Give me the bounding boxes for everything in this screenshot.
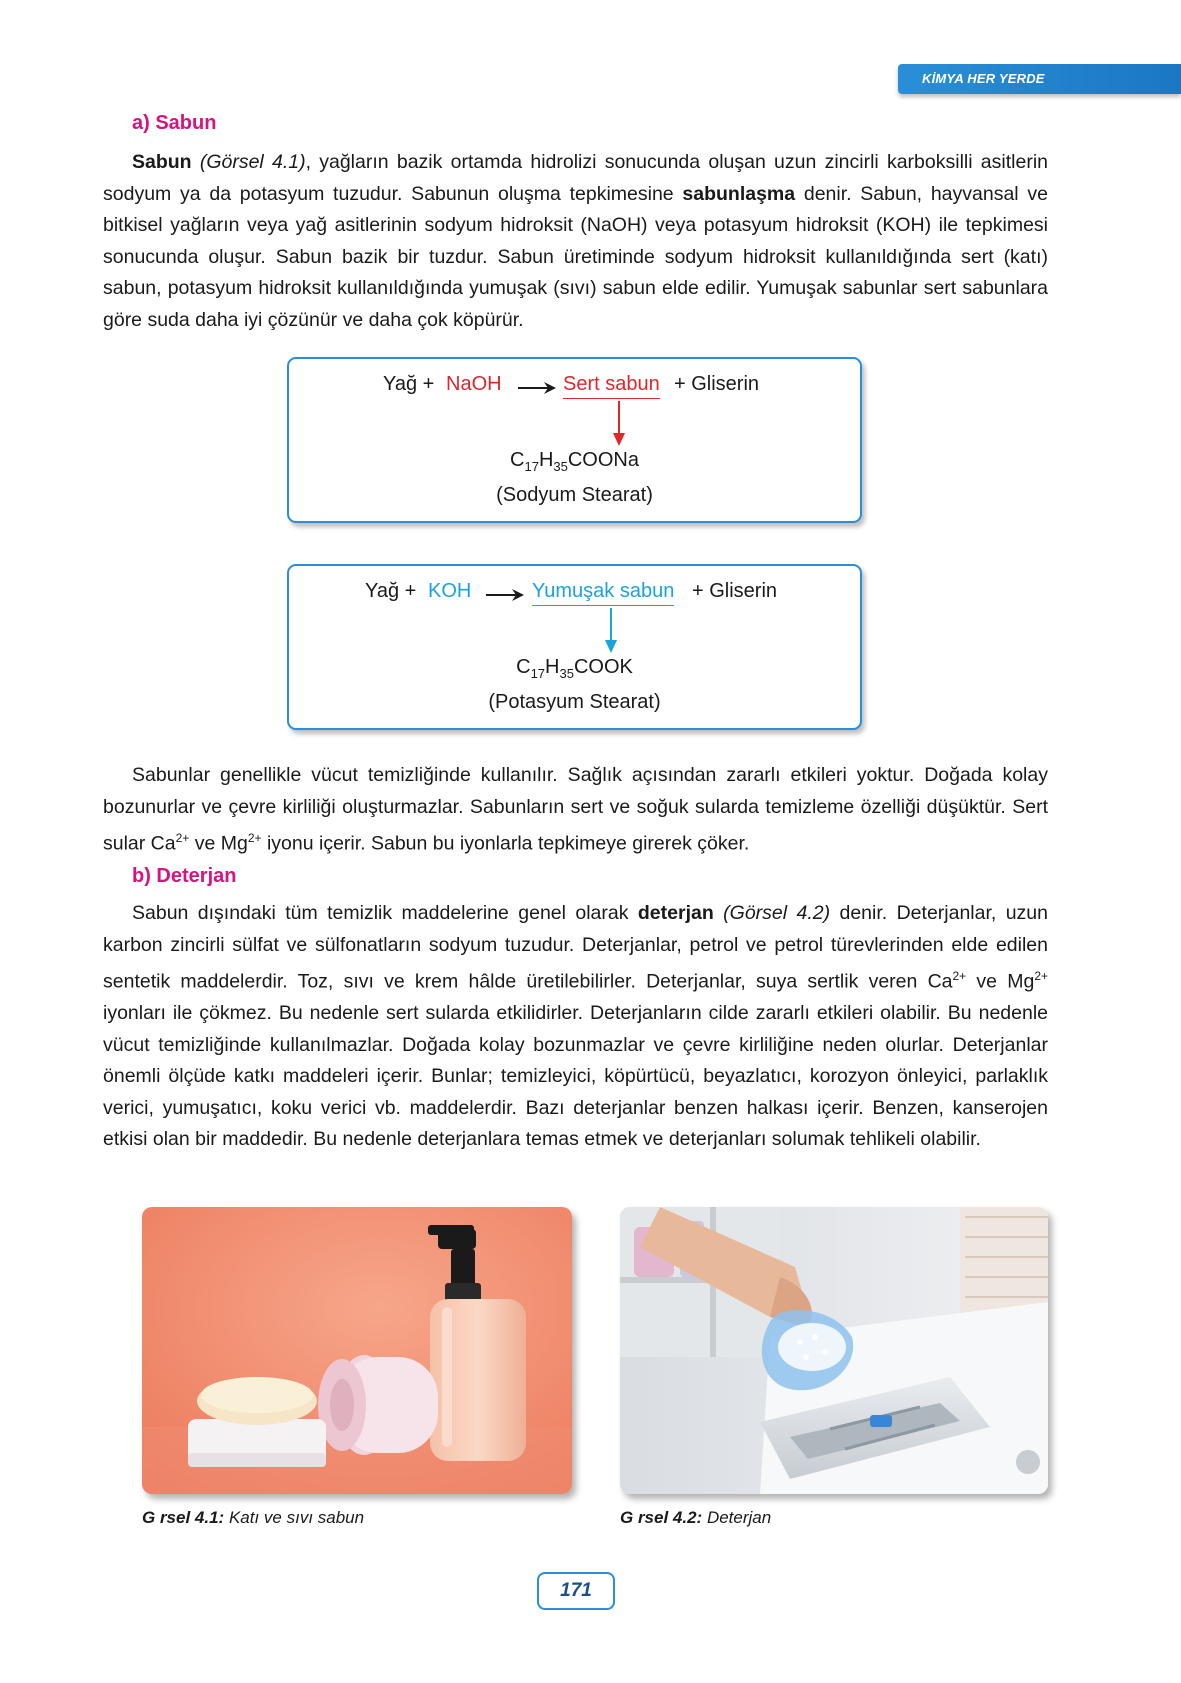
paragraph-sabun-usage: Sabunlar genellikle vücut temizliğinde kullanılır. Sağlık açısından zararlı etkileri yoktur. Doğada kolay bozunurlar ve çevre kirliliği oluşturmazlar. Sabunların sert ve soğuk sularda temizleme özelliği düşüktür. Sert sular $Ca^{2+}$ ve $Mg^{2+}$ iyonu içerir. Sabun bu iyonlarla tepkimeye girerek çöker. (103, 764, 1048, 855)
term-sabun: Sabun (132, 151, 192, 173)
figure-ref: (Görsel 4.2) (723, 902, 831, 924)
base-koh: KOH (428, 580, 472, 602)
reaction-arrow-icon (518, 381, 558, 395)
formula-name: (Potasyum Stearat) (488, 691, 661, 713)
product-sert-sabun: Sert sabun (563, 373, 660, 399)
chapter-header-tab: KİMYA HER YERDE (898, 64, 1181, 94)
formula-name: (Sodyum Stearat) (496, 484, 653, 506)
reactant-label: Yağ + (365, 580, 417, 602)
caption-fig1: G rsel 4.1: Katı ve sıvı sabun (142, 1508, 365, 1527)
caption-fig2: G rsel 4.2: Deterjan (620, 1508, 772, 1527)
reaction-box-koh (287, 564, 862, 730)
detergent-illustration (620, 1207, 1048, 1494)
term-sabunlasma: sabunlaşma (682, 182, 796, 205)
paragraph-deterjan: Sabun dışındaki tüm temizlik maddelerine genel olarak deterjan (Görsel 4.2) denir. Deterjanlar, uzun karbon zincirli sülfat ve sülfonatların sodyum tuzudur. Deterjanlar, petrol ve petrol türevlerinden elde edilen sentetik maddelerdir. Toz, sıvı ve krem hâlde üretilebilirler. Deterjanlar, suya sertlik veren $Ca^{2+}$ ve $Mg^{2+}$ iyonları ile çökmez. Bu nedenle sert sularda etkilidirler. Deterjanların cilde zararlı etkileri olabilir. Bu nedenle vücut temizliğinde kullanılmazlar. Doğada kolay bozunmazlar ve çevre kirliliğine neden olurlar. Deterjanlar önemli ölçüde katkı maddeleri içerir. Bunlar; temizleyici, köpürtücü, beyazlatıcı, korozyon önleyici, parlaklık verici, yumuşatıcı, koku verici vb. maddelerdir. Bazı deterjanlar benzen halkası içerir. Benzen, kanserojen etkisi olan bir maddedir. Bu nedenle deterjanlara temas etmek ve deterjanları solumak tehlikeli olabilir. (103, 902, 1048, 1150)
section-title-deterjan: b) Deterjan (132, 865, 237, 887)
photo-detergent (620, 1207, 1048, 1494)
base-naoh: NaOH (446, 373, 502, 395)
byproduct-gliserin: + Gliserin (692, 580, 778, 602)
reactant-label: Yağ + (383, 373, 435, 395)
page-number: 171 (537, 1572, 615, 1610)
soap-illustration (142, 1207, 572, 1494)
formula-sodium-stearate: $C_{17}H_{35}COONa$ (510, 449, 639, 474)
byproduct-gliserin: + Gliserin (674, 373, 760, 395)
reaction-box-naoh (287, 357, 862, 523)
down-arrow-icon (611, 401, 627, 447)
term-deterjan: deterjan (637, 902, 714, 924)
section-title-sabun: a) Sabun (132, 112, 217, 134)
figure-ref: (Görsel 4.1) (199, 151, 306, 173)
product-yumusak-sabun: Yumuşak sabun (532, 580, 674, 606)
reaction-arrow-icon (486, 588, 526, 602)
formula-potassium-stearate: $C_{17}H_{35}COOK$ (516, 656, 633, 681)
photo-soap (142, 1207, 572, 1494)
paragraph-sabun: Sabun (Görsel 4.1), yağların bazik ortamda hidrolizi sonucunda oluşan uzun zincirli karboksilli asitlerin sodyum ya da potasyum tuzudur. Sabunun oluşma tepkimesine sabunlaşma denir. Sabun, hayvansal ve bitkisel yağların veya yağ asitlerinin sodyum hidroksit (NaOH) veya potasyum hidroksit (KOH) ile tepkimesi sonucunda oluşur. Sabun bazik bir tuzdur. Sabun üretiminde sodyum hidroksit kullanıldığında sert (katı) sabun, potasyum hidroksit kullanıldığında yumuşak (sıvı) sabun elde edilir. Yumuşak sabunlar sert sabunlara göre suda daha iyi çözünür ve daha çok köpürür. (103, 151, 1048, 331)
down-arrow-icon (603, 608, 619, 654)
